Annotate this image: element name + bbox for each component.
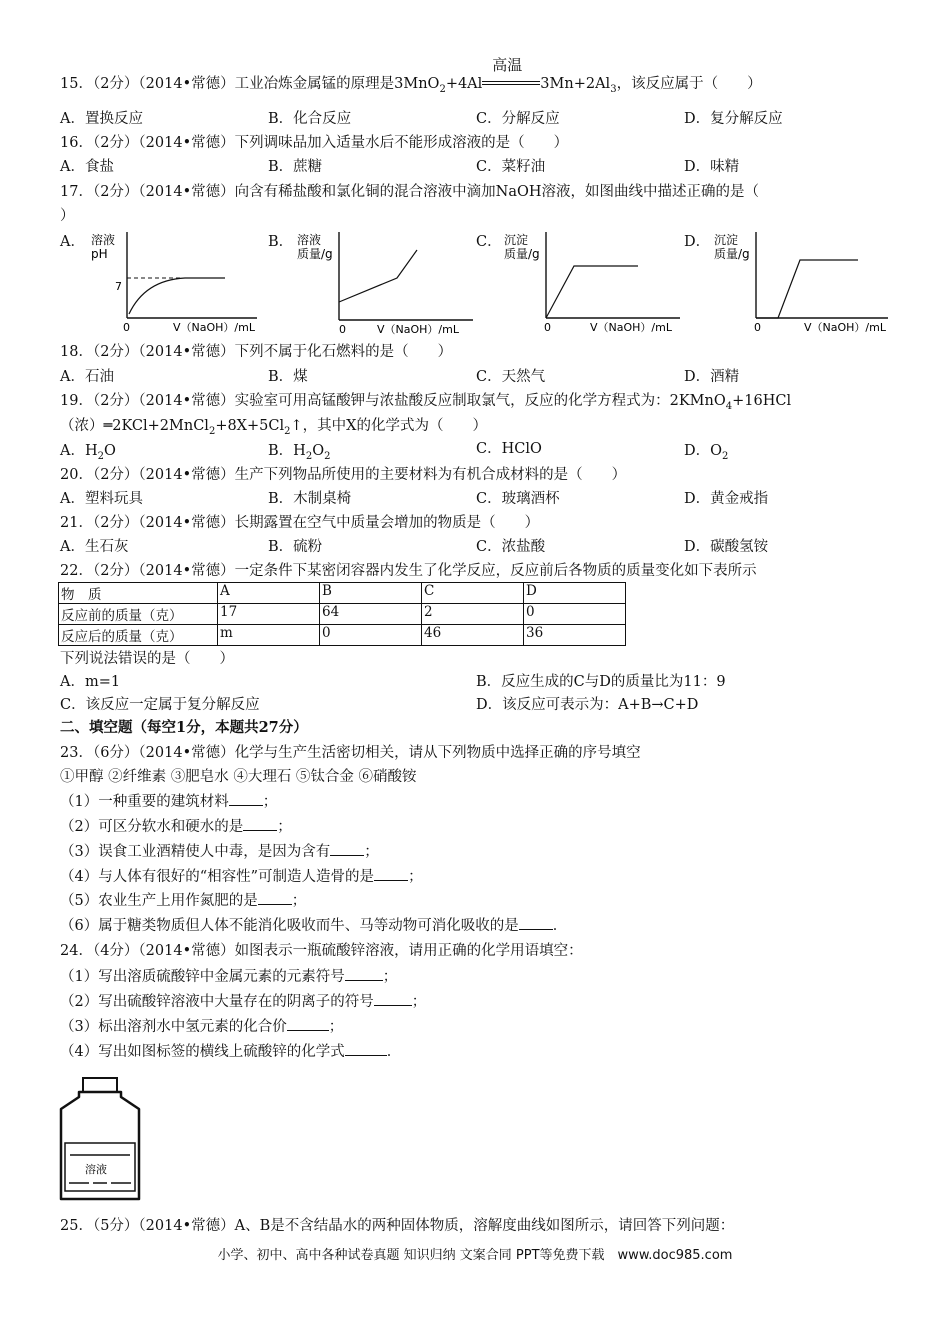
answer-blank[interactable] <box>374 993 412 1006</box>
table-cell: 2 <box>422 604 524 625</box>
q20-option-a: A．塑料玩具 <box>60 491 143 507</box>
q18-option-b: B．煤 <box>268 369 308 385</box>
q23-items: ①甲醇 ②纤维素 ③肥皂水 ④大理石 ⑤钛合金 ⑥硝酸铵 <box>60 769 417 785</box>
answer-blank[interactable] <box>345 968 383 981</box>
q17-stem: 17．（2分）（2014•常德）向含有稀盐酸和氯化铜的混合溶液中滴加NaOH溶液，如图曲线中描述正确的是（ <box>60 184 759 200</box>
q20-option-b: B．木制桌椅 <box>268 491 352 507</box>
graph-a-xlabel: V（NaOH）/mL <box>173 321 255 334</box>
q25-stem: 25．（5分）（2014•常德）A、B是不含结晶水的两种固体物质，溶解度曲线如图所示，请回答下列问题： <box>60 1218 735 1234</box>
q19-option-a: A．$H_2O$ <box>60 443 116 462</box>
q24-sub-2: （2）写出硫酸锌溶液中大量存在的阴离子的符号 ； <box>60 994 427 1010</box>
q19-option-c: C．HClO <box>476 441 542 457</box>
graph-b-ylabel: 溶液 <box>297 233 322 247</box>
graph-d-origin: 0 <box>754 321 761 334</box>
q21-stem: 21．（2分）（2014•常德）长期露置在空气中质量会增加的物质是（ ） <box>60 515 540 531</box>
answer-blank[interactable] <box>229 793 263 806</box>
q16-stem: 16．（2分）（2014•常德）下列调味品加入适量水后不能形成溶液的是（ ） <box>60 135 569 151</box>
q21-option-b: B．硫粉 <box>268 539 323 555</box>
graph-c-curve <box>546 266 638 318</box>
q18-option-d: D．酒精 <box>684 369 740 385</box>
q22-option-c: C．该反应一定属于复分解反应 <box>60 697 260 713</box>
q23-sub-3: （3）误食工业酒精使人中毒，是因为含有 ； <box>60 844 379 860</box>
page-footer: 小学、初中、高中各种试卷真题 知识归纳 文案合同 PPT等免费下载 www.doc985.com <box>217 1248 733 1263</box>
graph-c-ylabel-unit: 质量/g <box>504 247 540 261</box>
graph-c-xlabel: V（NaOH）/mL <box>590 321 672 334</box>
q15-option-d: D．复分解反应 <box>684 111 783 127</box>
q15-stem: 15．（2分）（2014•常德）工业冶炼金属锰的原理是3MnO$_2$+4Al 高温 $3Mn+2Al_3$，该反应属于（ ） <box>60 56 762 95</box>
table-cell: 17 <box>218 604 320 625</box>
q18-stem: 18．（2分）（2014•常德）下列不属于化石燃料的是（ ） <box>60 344 453 360</box>
q23-sub-4: （4）与人体有很好的“相容性”可制造人造骨的是 ； <box>60 869 423 885</box>
graph-d <box>710 228 895 338</box>
q23-sub-5: （5）农业生产上用作氮肥的是 ； <box>60 893 307 909</box>
answer-blank[interactable] <box>243 818 277 831</box>
answer-blank[interactable] <box>519 917 553 930</box>
q23-sub-2: （2）可区分软水和硬水的是 ； <box>60 819 292 835</box>
answer-blank[interactable] <box>345 1043 387 1056</box>
answer-blank[interactable] <box>330 843 364 856</box>
graph-d-ylabel: 沉淀 <box>714 233 739 247</box>
table-cell: 36 <box>524 625 626 646</box>
table-cell: 反应后的质量（克） <box>59 625 218 646</box>
table-cell: 反应前的质量（克） <box>59 604 218 625</box>
section-heading: 二、填空题（每空1分，本题共27分） <box>60 719 308 736</box>
q21-option-c: C．浓盐酸 <box>476 539 546 555</box>
table-cell: 0 <box>320 625 422 646</box>
graph-b-ylabel-unit: 质量/g <box>297 247 333 261</box>
table-cell: B <box>320 583 422 604</box>
graph-a-tick: 7 <box>115 280 122 293</box>
table-row <box>59 625 626 646</box>
q22-stem: 22．（2分）（2014•常德）一定条件下某密闭容器内发生了化学反应，反应前后各物质的质量变化如下表所示 <box>60 563 757 579</box>
q17-option-c: C． <box>476 234 502 250</box>
q19-option-b: B．$H_2O_2$ <box>268 443 331 462</box>
table-cell: 0 <box>524 604 626 625</box>
q20-option-c: C．玻璃酒杯 <box>476 491 560 507</box>
q22-option-d: D．该反应可表示为：A+B→C+D <box>476 697 699 713</box>
q18-option-c: C．天然气 <box>476 369 546 385</box>
graph-b-xlabel: V（NaOH）/mL <box>377 323 459 336</box>
table-cell: 物 质 <box>59 583 218 604</box>
q16-option-b: B．蔗糖 <box>268 159 323 175</box>
q17-option-b: B． <box>268 234 294 250</box>
reagent-bottle-illustration <box>55 1075 150 1203</box>
reaction-condition: 高温 <box>492 56 523 74</box>
q19-stem-line2: （浓）$═2KCl+2MnCl_2+8X+5Cl_2↑$，其中X的化学式为（ ） <box>60 418 487 437</box>
q20-stem: 20．（2分）（2014•常德）生产下列物品所使用的主要材料为有机合成材料的是（ ） <box>60 467 627 483</box>
q23-sub-1: （1）一种重要的建筑材料 ； <box>60 794 278 810</box>
q23-sub-6: （6）属于糖类物质但人体不能消化吸收而牛、马等动物可消化吸收的是 ． <box>60 918 568 934</box>
q22-option-b: B．反应生成的C与D的质量比为11：9 <box>476 674 726 690</box>
graph-c-ylabel: 沉淀 <box>504 233 529 247</box>
graph-c-origin: 0 <box>544 321 551 334</box>
label-text: 溶液 <box>85 1163 107 1176</box>
graph-b-curve <box>339 250 417 302</box>
q21-option-a: A．生石灰 <box>60 539 129 555</box>
q22-option-a: A．m=1 <box>60 674 121 690</box>
answer-blank[interactable] <box>258 892 292 905</box>
table-cell: C <box>422 583 524 604</box>
graph-b-origin: 0 <box>339 323 346 336</box>
graph-a-ylabel: 溶液 <box>91 233 116 247</box>
q22-ask: 下列说法错误的是（ ） <box>60 651 234 667</box>
table-cell: D <box>524 583 626 604</box>
table-cell: 64 <box>320 604 422 625</box>
q16-option-a: A．食盐 <box>60 159 114 175</box>
graph-b <box>295 228 480 338</box>
graph-d-xlabel: V（NaOH）/mL <box>804 321 886 334</box>
graph-c <box>500 228 685 338</box>
q19-stem: 19．（2分）（2014•常德）实验室可用高锰酸钾与浓盐酸反应制取氯气，反应的化学方程式为：2KMnO$_4$+16HCl <box>60 393 792 412</box>
q24-sub-3: （3）标出溶剂水中氢元素的化合价 ； <box>60 1019 344 1035</box>
table-cell: 46 <box>422 625 524 646</box>
table-row <box>59 583 626 604</box>
q18-option-a: A．石油 <box>60 369 114 385</box>
graph-a <box>85 228 265 338</box>
mass-table <box>58 582 626 646</box>
q17-option-d: D． <box>684 234 711 250</box>
q23-stem: 23．（6分）（2014•常德）化学与生产生活密切相关，请从下列物质中选择正确的序号填空 <box>60 745 641 761</box>
graph-a-curve <box>129 278 225 314</box>
answer-blank[interactable] <box>374 868 408 881</box>
q17-option-a: A． <box>60 234 85 250</box>
q19-option-d: D．$O_2$ <box>684 443 729 462</box>
graph-a-origin: 0 <box>123 321 130 334</box>
q20-option-d: D．黄金戒指 <box>684 491 769 507</box>
graph-d-curve <box>756 260 858 318</box>
q24-sub-1: （1）写出溶质硫酸锌中金属元素的元素符号 ； <box>60 969 398 985</box>
graph-d-ylabel-unit: 质量/g <box>714 247 750 261</box>
q15-option-a: A．置换反应 <box>60 111 143 127</box>
table-cell: A <box>218 583 320 604</box>
q17-stem-end: ） <box>60 208 75 224</box>
q16-option-c: C．菜籽油 <box>476 159 546 175</box>
q15-option-b: B．化合反应 <box>268 111 352 127</box>
q24-stem: 24．（4分）（2014•常德）如图表示一瓶硫酸锌溶液，请用正确的化学用语填空： <box>60 943 583 959</box>
graph-a-ylabel-unit: pH <box>91 247 108 261</box>
q16-option-d: D．味精 <box>684 159 740 175</box>
bottle-cap <box>83 1078 117 1092</box>
table-row <box>59 604 626 625</box>
q15-option-c: C．分解反应 <box>476 111 560 127</box>
q24-sub-4: （4）写出如图标签的横线上硫酸锌的化学式 ． <box>60 1044 402 1060</box>
table-cell: m <box>218 625 320 646</box>
answer-blank[interactable] <box>287 1018 329 1031</box>
q21-option-d: D．碳酸氢铵 <box>684 539 769 555</box>
